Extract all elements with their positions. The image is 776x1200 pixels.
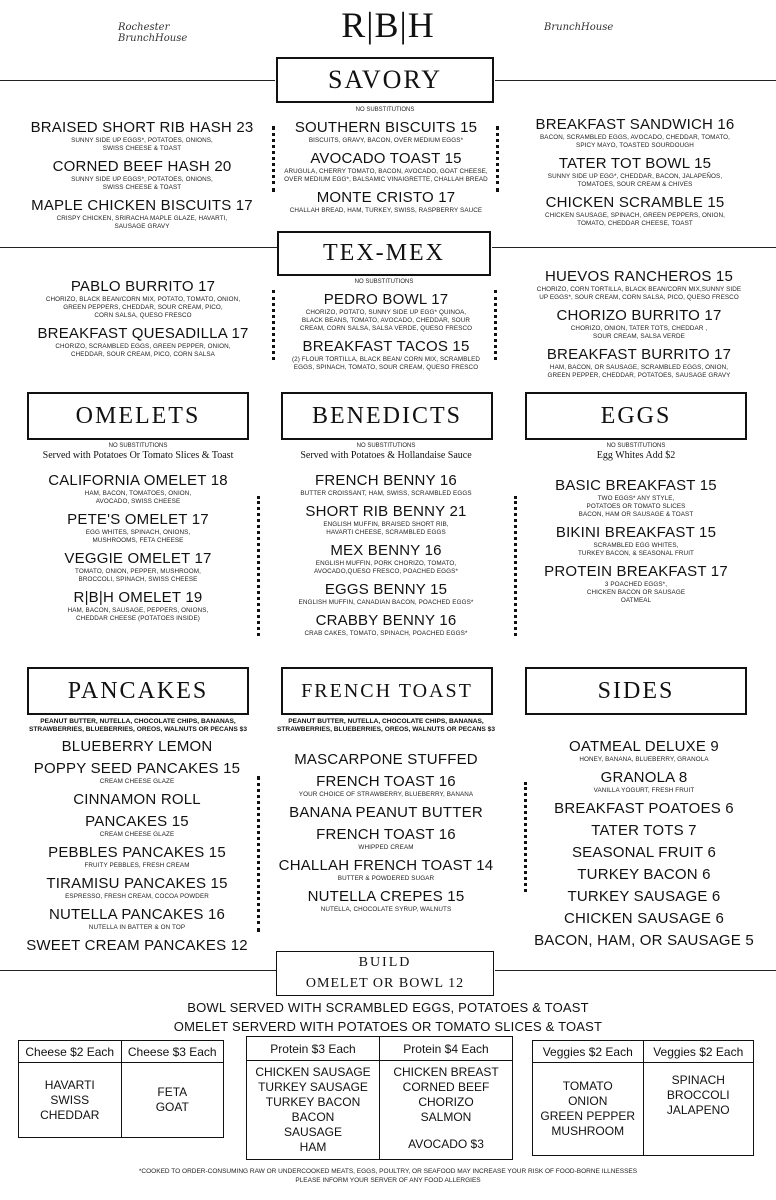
cheese-table [18, 1040, 224, 1138]
benedicts-sub: Served with Potatoes & Hollandaise Sauce [300, 450, 472, 461]
menu-item-description: POTATOES OR TOMATO SLICES [586, 503, 686, 510]
menu-item-description: BUTTER & POWDERED SUGAR [337, 875, 435, 882]
menu-item-name: SEASONAL FRUIT 6 [571, 844, 717, 861]
menu-item-description: YOUR CHOICE OF STRAWBERRY, BLUEBERRY, BANANA [298, 791, 474, 798]
menu-item-description: CREAM CHEESE GLAZE [99, 831, 175, 838]
menu-item-description: HONEY, BANANA, BLUEBERRY, GRANOLA [579, 756, 709, 763]
menu-item-description: FRUITY PEBBLES, FRESH CREAM [84, 862, 190, 869]
menu-item-description: CREAM CHEESE GLAZE [99, 778, 175, 785]
list-line: GOAT [155, 1100, 189, 1114]
menu-item-description: SWISS CHEESE & TOAST [102, 184, 182, 191]
build-title-box [276, 951, 494, 996]
menu-item-name: VEGGIE OMELET 17 [64, 550, 212, 567]
menu-item-description: TOMATOES, SOUR CREAM & CHIVES [577, 181, 693, 188]
list-line: PEANUT BUTTER, NUTELLA, CHOCOLATE CHIPS, BANANAS, [40, 718, 236, 725]
menu-item-name: BLUEBERRY LEMON [61, 738, 213, 755]
menu-item-description: SUNNY SIDE UP EGG*, CHEDDAR, BACON, JALAPEÑOS, [547, 173, 723, 180]
menu-item-name: BREAKFAST BURRITO 17 [546, 346, 732, 363]
list-line: CORNED BEEF [402, 1080, 490, 1094]
omelets-list [18, 472, 258, 628]
list-line: BACON [291, 1110, 335, 1124]
menu-item-name: CINNAMON ROLL [73, 791, 201, 808]
list-line: MUSHROOM [551, 1124, 625, 1138]
menu-item-description: (2) FLOUR TORTILLA, BLACK BEAN/ CORN MIX, SCRAMBLED [291, 356, 481, 363]
menu-item-name: TATER TOTS 7 [591, 822, 697, 839]
menu-item-description: VANILLA YOGURT, FRESH FRUIT [593, 787, 695, 794]
menu-item-name: R|B|H OMELET 19 [73, 589, 203, 606]
menu-item-description: CHORIZO, CORN TORTILLA, BLACK BEAN/CORN MIX,SUNNY SIDE [536, 286, 742, 293]
menu-item-description: AVOCADO, SWISS CHEESE [95, 498, 181, 505]
menu-item-name: SWEET CREAM PANCAKES 12 [26, 937, 248, 954]
protein-table [246, 1036, 513, 1160]
texmex-col-1 [18, 278, 268, 364]
menu-item-name: OATMEAL DELUXE 9 [569, 738, 719, 755]
menu-item-description: ENGLISH MUFFIN, BRAISED SHORT RIB, [323, 521, 449, 528]
veggies-header-1: Veggies $2 Each [533, 1041, 644, 1063]
savory-col-3 [520, 116, 750, 233]
list-line: PEANUT BUTTER, NUTELLA, CHOCOLATE CHIPS, BANANAS, [288, 718, 484, 725]
build-title-2: OMELET OR BOWL 12 [305, 976, 465, 991]
menu-item-name: BASIC BREAKFAST 15 [555, 477, 717, 494]
menu-item-name: EGGS BENNY 15 [324, 581, 448, 598]
section-title-sides: SIDES [525, 667, 747, 715]
menu-item-name: TURKEY BACON 6 [577, 866, 711, 883]
menu-item-name: GRANOLA 8 [600, 769, 688, 786]
menu-item-description: SUNNY SIDE UP EGGS*, POTATOES, ONIONS, [71, 176, 213, 183]
pancakes-addons [10, 718, 266, 734]
list-line: JALAPENO [666, 1103, 730, 1117]
eggs-note: NO SUBSTITUTIONS [606, 443, 666, 449]
section-title-french-toast: FRENCH TOAST [281, 667, 493, 715]
menu-item-description: HAM, BACON, SAUSAGE, PEPPERS, ONIONS, [67, 607, 209, 614]
menu-item-description: BLACK BEANS, TOMATO, AVOCADO, CHEDDAR, SOUR [301, 317, 471, 324]
menu-item-description: BUTTER CROISSANT, HAM, SWISS, SCRAMBLED EGGS [300, 490, 472, 497]
menu-item-description: BACON, HAM OR SAUSAGE & TOAST [578, 511, 694, 518]
menu-item-description: ENGLISH MUFFIN, CANADIAN BACON, POACHED EGGS* [298, 599, 474, 606]
menu-item-description: CHALLAH BREAD, HAM, TURKEY, SWISS, RASPBERRY SAUCE [289, 207, 483, 214]
eggs-sub: Egg Whites Add $2 [596, 450, 676, 461]
menu-item-description: SOUR CREAM, SALSA VERDE [593, 333, 685, 340]
cheese-list-2 [121, 1063, 224, 1138]
list-line: STRAWBERRIES, BLUEBERRIES, OREOS, WALNUTS OR PECANS $3 [277, 726, 495, 733]
menu-item-description: HAM, BACON, OR SAUSAGE, SCRAMBLED EGGS, ONION, [549, 364, 729, 371]
menu-item-description: HAVARTI CHEESE, SCRAMBLED EGGS [326, 529, 446, 536]
menu-item-description: SAUSAGE GRAVY [114, 223, 170, 230]
menu-item-description: TWO EGGS* ANY STYLE, [597, 495, 675, 502]
menu-item-description: AVOCADO,QUESO FRESCO, POACHED EGGS* [313, 568, 459, 575]
menu-item-description: CRISPY CHICKEN, SRIRACHA MAPLE GLAZE, HAVARTI, [56, 215, 228, 222]
french-toast-addons [268, 718, 504, 734]
list-line: SWISS [50, 1092, 90, 1107]
menu-item-description: CHEDDAR CHEESE (POTATOES INSIDE) [76, 615, 200, 622]
section-title-texmex: TEX-MEX [277, 231, 491, 276]
logo: R|B|H [341, 5, 435, 45]
list-line: ONION [568, 1094, 608, 1108]
menu-item-description: CHORIZO, POTATO, SUNNY SIDE UP EGG* QUINOA, [305, 309, 467, 316]
menu-item-description: CREAM, CORN SALSA, SALSA VERDE, QUESO FRESCO [299, 325, 473, 332]
list-line: CHORIZO [418, 1095, 474, 1109]
menu-item-name: BREAKFAST TACOS 15 [302, 338, 470, 355]
texmex-col-3 [514, 268, 764, 385]
menu-item-description: ENGLISH MUFFIN, PORK CHORIZO, TOMATO, [315, 560, 457, 567]
build-line-1: BOWL SERVED WITH SCRAMBLED EGGS, POTATOES & TOAST [187, 1000, 589, 1015]
french-toast-list [270, 751, 502, 919]
menu-item-name: CHICKEN SAUSAGE 6 [563, 910, 725, 927]
savory-note: NO SUBSTITUTIONS [355, 107, 415, 113]
menu-item-name: BIKINI BREAKFAST 15 [555, 524, 717, 541]
menu-item-description: OVER MEDIUM EGG*, BALSAMIC VINAIGRETTE, CHALLAH BREAD [284, 176, 488, 183]
cheese-header-2: Cheese $3 Each [121, 1041, 224, 1063]
menu-item-name: MASCARPONE STUFFED [294, 751, 478, 768]
list-line: CHICKEN SAUSAGE [255, 1065, 371, 1079]
menu-item-name: CRABBY BENNY 16 [315, 612, 457, 629]
veggies-list-1 [533, 1063, 644, 1156]
cheese-list-1 [19, 1063, 122, 1138]
menu-item-name: BANANA PEANUT BUTTER [289, 804, 483, 821]
veggies-list-2 [643, 1063, 754, 1156]
section-title-savory: SAVORY [276, 57, 494, 103]
menu-item-description: GREEN PEPPER, CHEDDAR, POTATOES, SAUSAGE GRAVY [547, 372, 731, 379]
menu-item-description: TOMATO, ONION, PEPPER, MUSHROOM, [74, 568, 201, 575]
menu-item-name: TIRAMISU PANCAKES 15 [46, 875, 228, 892]
list-line: BROCCOLI [666, 1088, 730, 1102]
texmex-note: NO SUBSTITUTIONS [354, 279, 414, 285]
sides-list [530, 738, 758, 954]
menu-item-description: 3 POACHED EGGS*, [604, 581, 668, 588]
section-title-omelets: OMELETS [27, 392, 249, 440]
list-line: STRAWBERRIES, BLUEBERRIES, OREOS, WALNUTS OR PECANS $3 [29, 726, 247, 733]
menu-item-name: CALIFORNIA OMELET 18 [48, 472, 228, 489]
menu-item-description: CHORIZO, BLACK BEAN/CORN MIX, POTATO, TOMATO, ONION, [45, 296, 241, 303]
menu-item-description: OATMEAL [620, 597, 652, 604]
menu-item-description: ESPRESSO, FRESH CREAM, COCOA POWDER [65, 893, 209, 900]
menu-item-name: MAPLE CHICKEN BISCUITS 17 [31, 197, 253, 214]
menu-item-description: NUTELLA, CHOCOLATE SYRUP, WALNUTS [320, 906, 452, 913]
menu-item-description: WHIPPED CREAM [358, 844, 414, 851]
footer-allergy: PLEASE INFORM YOUR SERVER OF ANY FOOD ALLERGIES [295, 1177, 481, 1184]
menu-item-description: TURKEY BACON, & SEASONAL FRUIT [577, 550, 695, 557]
cheese-header-1: Cheese $2 Each [19, 1041, 122, 1063]
list-line: CHICKEN BREAST [393, 1065, 499, 1079]
benedicts-note: NO SUBSTITUTIONS [356, 443, 416, 449]
menu-item-name: PANCAKES 15 [85, 813, 189, 830]
menu-item-name: CHALLAH FRENCH TOAST 14 [278, 857, 494, 874]
menu-item-name: NUTELLA PANCAKES 16 [48, 906, 226, 923]
veggies-table [532, 1040, 754, 1156]
menu-item-name: CHORIZO BURRITO 17 [556, 307, 722, 324]
list-line: HAVARTI [44, 1077, 95, 1092]
menu-item-description: NUTELLA IN BATTER & ON TOP [88, 924, 186, 931]
protein-header-2: Protein $4 Each [380, 1037, 513, 1061]
menu-item-description: ARUGULA, CHERRY TOMATO, BACON, AVOCADO, GOAT CHEESE, [284, 168, 488, 175]
menu-item-name: AVOCADO TOAST 15 [310, 150, 462, 167]
section-title-pancakes: PANCAKES [27, 667, 249, 715]
protein-list-1 [247, 1061, 380, 1160]
list-line: SPINACH [671, 1073, 725, 1087]
menu-item-name: TATER TOT BOWL 15 [558, 155, 712, 172]
section-title-eggs: EGGS [525, 392, 747, 440]
benedicts-list [274, 472, 498, 643]
menu-item-description: SUNNY SIDE UP EGGS*, POTATOES, ONIONS, [71, 137, 213, 144]
menu-item-name: BREAKFAST QUESADILLA 17 [37, 325, 249, 342]
menu-item-name: PABLO BURRITO 17 [70, 278, 216, 295]
menu-item-description: CHORIZO, ONION, TATER TOTS, CHEDDAR , [570, 325, 708, 332]
menu-item-description: CRAB CAKES, TOMATO, SPINACH, POACHED EGGS* [304, 630, 468, 637]
menu-item-name: SOUTHERN BISCUITS 15 [294, 119, 478, 136]
menu-item-name: PEDRO BOWL 17 [323, 291, 449, 308]
eggs-list [518, 477, 754, 610]
savory-col-2 [280, 119, 492, 220]
menu-item-name: BREAKFAST SANDWICH 16 [535, 116, 735, 133]
menu-item-name: NUTELLA CREPES 15 [307, 888, 465, 905]
menu-item-name: HUEVOS RANCHEROS 15 [544, 268, 733, 285]
menu-item-description: CHICKEN SAUSAGE, SPINACH, GREEN PEPPERS, ONION, [544, 212, 725, 219]
menu-item-name: CHICKEN SCRAMBLE 15 [545, 194, 725, 211]
menu-item-name: FRENCH BENNY 16 [315, 472, 457, 489]
protein-header-1: Protein $3 Each [247, 1037, 380, 1061]
list-line: SAUSAGE [283, 1125, 343, 1139]
menu-item-name: CORNED BEEF HASH 20 [52, 158, 232, 175]
brand-script-right: BrunchHouse [544, 22, 614, 33]
texmex-col-2 [280, 291, 492, 377]
build-title-1: BUILD [358, 955, 412, 970]
list-line: CHEDDAR [40, 1107, 100, 1122]
menu-item-name: BRAISED SHORT RIB HASH 23 [30, 119, 254, 136]
menu-item-name: POPPY SEED PANCAKES 15 [33, 760, 241, 777]
menu-item-name: PEBBLES PANCAKES 15 [48, 844, 226, 861]
menu-item-description: CHEDDAR, SOUR CREAM, PICO, CORN SALSA [70, 351, 215, 358]
menu-item-name: FRENCH TOAST 16 [316, 773, 456, 790]
menu-item-description: UP EGGS*, SOUR CREAM, CORN SALSA, PICO, QUESO FRESCO [539, 294, 739, 301]
menu-item-name: BREAKFAST POATOES 6 [554, 800, 734, 817]
list-line: HAM [299, 1140, 327, 1154]
menu-item-description: CHORIZO, SCRAMBLED EGGS, GREEN PEPPER, ONION, [55, 343, 231, 350]
omelets-note: NO SUBSTITUTIONS [108, 443, 168, 449]
list-line: FETA [157, 1085, 188, 1099]
menu-item-name: TURKEY SAUSAGE 6 [567, 888, 721, 905]
list-line: TURKEY BACON [265, 1095, 361, 1109]
menu-item-description: BISCUITS, GRAVY, BACON, OVER MEDIUM EGGS* [308, 137, 464, 144]
menu-item-description: SPICY MAYO, TOASTED SOURDOUGH [576, 142, 694, 149]
build-line-2: OMELET SERVERD WITH POTATOES OR TOMATO SLICES & TOAST [173, 1019, 603, 1034]
menu-item-name: MONTE CRISTO 17 [316, 189, 456, 206]
footer-disclaimer: *COOKED TO ORDER-CONSUMING RAW OR UNDERCOOKED MEATS, EGGS, POULTRY, OR SEAFOOD MAY INCREASE YOUR RISK OF FOOD-BORNE ILLNESSES [138, 1168, 638, 1175]
menu-item-description: MUSHROOMS, FETA CHEESE [92, 537, 184, 544]
menu-item-description: EGG WHITES, SPINACH, ONIONS, [85, 529, 191, 536]
omelets-sub: Served with Potatoes Or Tomato Slices & Toast [42, 450, 234, 461]
menu-item-name: MEX BENNY 16 [330, 542, 442, 559]
veggies-header-2: Veggies $2 Each [643, 1041, 754, 1063]
menu-item-description: GREEN PEPPERS, CHEDDAR, SOUR CREAM, PICO, [63, 304, 223, 311]
list-line: GREEN PEPPER [540, 1109, 636, 1123]
menu-item-description: CHICKEN BACON OR SAUSAGE [586, 589, 686, 596]
menu-item-description: TOMATO, CHEDDAR CHEESE, TOAST [577, 220, 693, 227]
menu-item-description: BROCCOLI, SPINACH, SWISS CHEESE [78, 576, 198, 583]
savory-col-1 [18, 119, 266, 236]
pancakes-list [14, 738, 260, 959]
menu-item-description: BACON, SCRAMBLED EGGS, AVOCADO, CHEDDAR, TOMATO, [539, 134, 730, 141]
menu-item-description: HAM, BACON, TOMATOES, ONION, [84, 490, 192, 497]
brand-script-left: Rochester BrunchHouse [118, 22, 188, 44]
menu-item-name: SHORT RIB BENNY 21 [305, 503, 467, 520]
menu-item-description: CORN SALSA, QUESO FRESCO [94, 312, 192, 319]
menu-item-description: SWISS CHEESE & TOAST [102, 145, 182, 152]
section-title-benedicts: BENEDICTS [281, 392, 493, 440]
list-line: SALMON [420, 1110, 472, 1124]
menu-item-name: PETE'S OMELET 17 [67, 511, 209, 528]
list-line: TOMATO [562, 1079, 613, 1093]
menu-item-name: PROTEIN BREAKFAST 17 [544, 563, 728, 580]
list-line: TURKEY SAUSAGE [258, 1080, 368, 1094]
menu-item-description: EGGS, SPINACH, TOMATO, SOUR CREAM, QUESO FRESCO [293, 364, 479, 371]
list-line: AVOCADO $3 [408, 1137, 484, 1151]
protein-list-2 [380, 1061, 513, 1160]
menu-item-description: SCRAMBLED EGG WHITES, [593, 542, 679, 549]
menu-item-name: BACON, HAM, OR SAUSAGE 5 [534, 932, 754, 949]
menu-item-name: FRENCH TOAST 16 [316, 826, 456, 843]
